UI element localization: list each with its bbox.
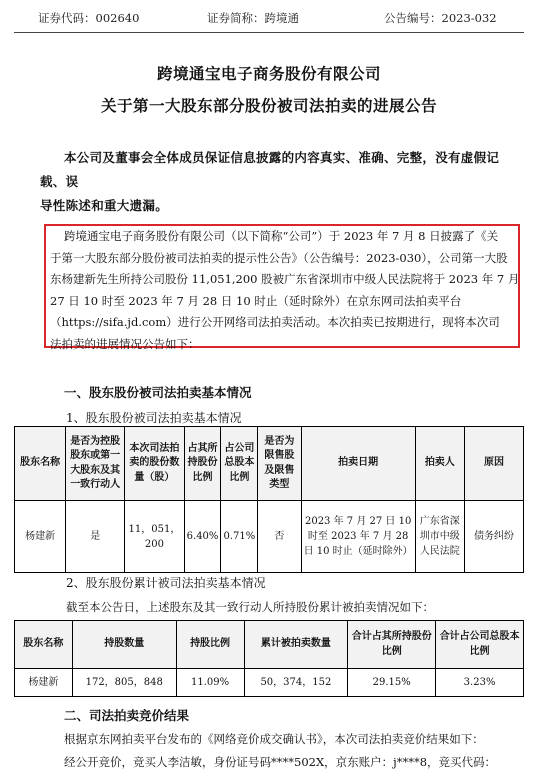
security-short-name: 证券简称：跨境通 xyxy=(207,11,299,25)
document-header xyxy=(0,10,538,26)
table-header: 累计被拍卖数量 xyxy=(244,621,348,669)
table-header: 合计占其所持股份比例 xyxy=(348,621,436,669)
table-cell: 6.40% xyxy=(184,501,221,573)
auction-table xyxy=(14,426,524,573)
table-header: 股东名称 xyxy=(15,427,66,501)
table-cell: 172，805，848 xyxy=(72,669,176,697)
result-line: 经公开竞价，竞买人李洁敏，身份证号码****502X，京东账户：j****8，竞买代码： xyxy=(64,755,497,769)
section-1-title: 一、股东股份被司法拍卖基本情况 xyxy=(64,385,252,400)
table-header-row xyxy=(15,427,524,501)
table-header: 拍卖人 xyxy=(415,427,464,501)
table-cell: 50，374，152 xyxy=(244,669,348,697)
statement-line: 导性陈述和重大遗漏。 xyxy=(40,198,169,213)
table-header: 是否为限售股及限售类型 xyxy=(258,427,301,501)
header-divider xyxy=(14,32,524,33)
intro-line: 法拍卖的进展情况公告如下： xyxy=(50,336,200,351)
subsection-2-text: 截至本公告日，上述股东及其一致行动人所持股份累计被拍卖情况如下： xyxy=(66,600,434,614)
table-cell: 29.15% xyxy=(348,669,436,697)
table-header: 是否为控股股东或第一大股东及其一致行动人 xyxy=(66,427,125,501)
page-title: 关于第一大股东部分股份被司法拍卖的进展公告 xyxy=(100,96,437,115)
table-cell: 杨建新 xyxy=(15,501,66,573)
table-cell: 0.71% xyxy=(221,501,258,573)
table-cell: 11.09% xyxy=(176,669,244,697)
section-2-title: 二、司法拍卖竞价结果 xyxy=(64,708,190,723)
table-header: 持股比例 xyxy=(176,621,244,669)
table-row xyxy=(15,501,524,573)
subsection-1-title: 1、股东股份被司法拍卖基本情况 xyxy=(66,411,242,425)
table-cell: 2023 年 7 月 27 日 10 时至 2023 年 7 月 28 日 10 时止（延时除外） xyxy=(301,501,415,573)
company-name: 跨境通宝电子商务股份有限公司 xyxy=(156,64,381,83)
table-cell: 债务纠纷 xyxy=(464,501,523,573)
table-cell: 是 xyxy=(66,501,125,573)
intro-line: 跨境通宝电子商务股份有限公司（以下简称“公司”）于 2023 年 7 月 8 日披露了《关 xyxy=(64,229,499,243)
subsection-2-title: 2、股东股份累计被司法拍卖基本情况 xyxy=(66,576,266,590)
board-statement xyxy=(40,146,510,218)
intro-line: （https://sifa.jd.com）进行公开网络司法拍卖活动。本次拍卖已按期进行，现将本次司 xyxy=(50,315,500,330)
intro-line: 于第一大股东部分股份被司法拍卖的提示性公告》（公告编号：2023-030），公司第一大股 xyxy=(50,250,508,265)
statement-line: 本公司及董事会全体成员保证信息披露的内容真实、准确、完整，没有虚假记载、误 xyxy=(40,150,500,189)
table-header: 拍卖日期 xyxy=(301,427,415,501)
intro-paragraph xyxy=(50,226,519,356)
intro-line: 27 日 10 时至 2023 年 7 月 28 日 10 时止（延时除外）在京东网司法拍卖平台 xyxy=(50,293,462,308)
table-header: 占其所持股份比例 xyxy=(184,427,221,501)
table-header-row xyxy=(15,621,524,669)
table-header: 股东名称 xyxy=(15,621,73,669)
table-row xyxy=(15,669,524,697)
table-cell: 3.23% xyxy=(436,669,524,697)
table-cell: 否 xyxy=(258,501,301,573)
cumulative-auction-table xyxy=(14,620,524,697)
notice-number: 公告编号：2023-032 xyxy=(384,11,497,25)
security-code: 证券代码：002640 xyxy=(38,11,140,25)
table-header: 本次司法拍卖的股份数量（股） xyxy=(125,427,184,501)
table-header: 合计占公司总股本比例 xyxy=(436,621,524,669)
table-header: 持股数量 xyxy=(72,621,176,669)
table-cell: 杨建新 xyxy=(15,669,73,697)
result-line: 根据京东网拍卖平台发布的《网络竞价成交确认书》，本次司法拍卖竞价结果如下： xyxy=(64,732,484,746)
table-cell: 广东省深圳市中级人民法院 xyxy=(415,501,464,573)
table-header: 占公司总股本比例 xyxy=(221,427,258,501)
table-cell: 11，051，200 xyxy=(125,501,184,573)
intro-line: 东杨建新先生所持公司股份 11,051,200 股被广东省深圳市中级人民法院将于 2023 年 7 月 xyxy=(50,272,520,287)
table-header: 原因 xyxy=(464,427,523,501)
